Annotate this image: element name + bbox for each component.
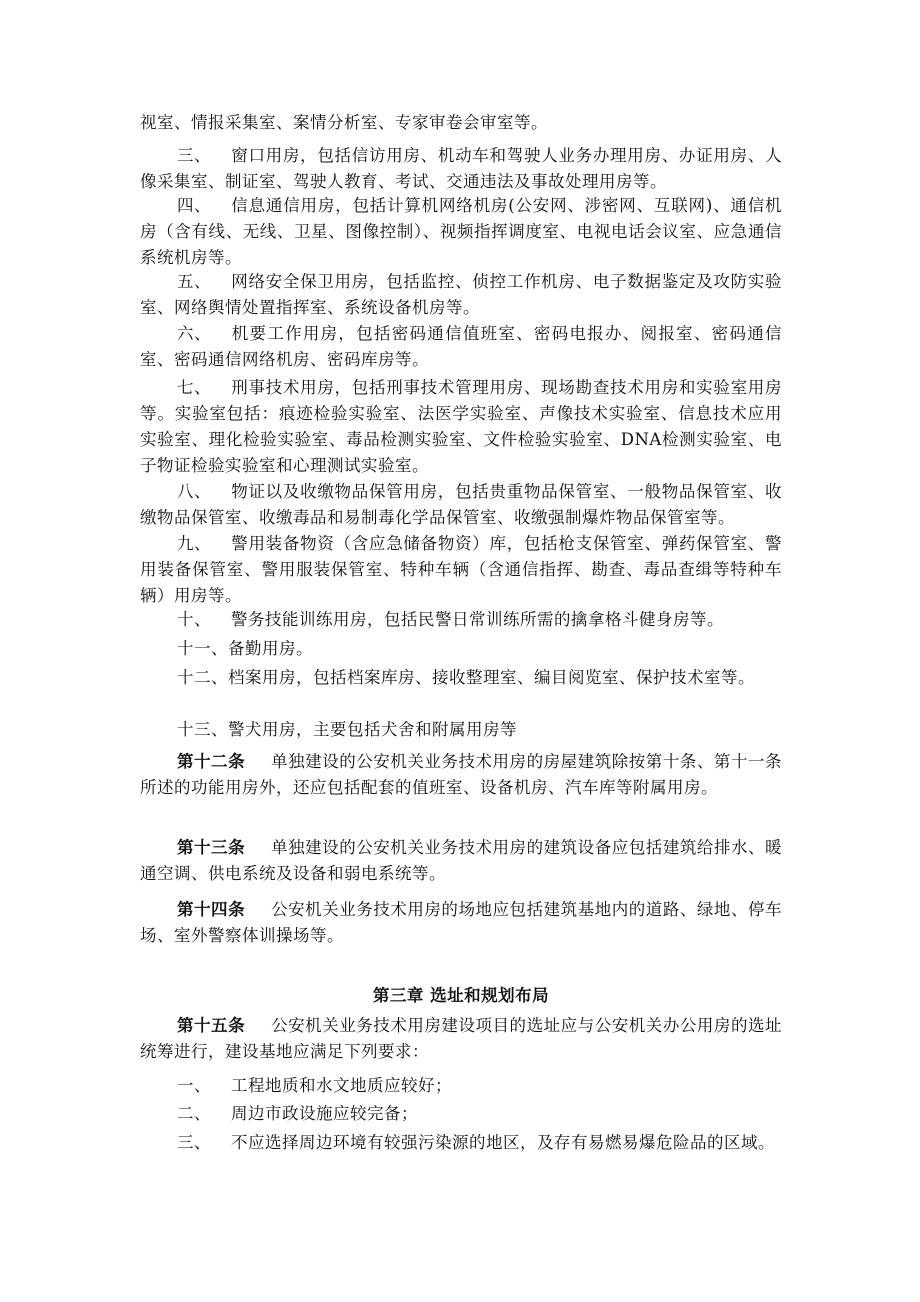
article-12-title: 第十二条	[177, 752, 246, 771]
list-item-6: 六、 机要工作用房，包括密码通信值班室、密码电报办、阅报室、密码通信室、密码通信网络机房、密码库房等。	[140, 324, 782, 369]
list-item-10: 十、 警务技能训练用房，包括民警日常训练所需的擒拿格斗健身房等。	[177, 610, 724, 629]
continued-paragraph: 视室、情报采集室、案情分析室、专家审卷会审室等。	[140, 113, 548, 132]
list-item-13: 十三、警犬用房，主要包括犬舍和附属用房等	[177, 720, 517, 739]
list-item-9: 九、 警用装备物资（含应急储备物资）库，包括枪支保管室、弹药保管室、警用装备保管室、警用服装保管室、特种车辆（含通信指挥、勘查、毒品查缉等特种车辆）用房等。	[140, 534, 782, 605]
article-15-title: 第十五条	[177, 1016, 246, 1035]
list-item-12: 十二、档案用房，包括档案库房、接收整理室、编目阅览室、保护技术室等。	[177, 668, 755, 687]
article-15: 第十五条 公安机关业务技术用房建设项目的选址应与公安机关办公用房的选址统筹进行，建设基地应满足下列要求：	[140, 1016, 783, 1061]
chapter-heading: 第三章 选址和规划布局	[372, 986, 550, 1005]
requirement-1: 一、 工程地质和水文地质应较好；	[177, 1076, 452, 1095]
list-item-4: 四、 信息通信用房，包括计算机网络机房(公安网、涉密网、互联网)、通信机房（含有线、无线、卫星、图像控制）、视频指挥调度室、电视电话会议室、应急通信系统机房等。	[140, 196, 782, 267]
list-item-7: 七、 刑事技术用房，包括刑事技术管理用房、现场勘查技术用房和实验室用房等。实验室包括：痕迹检验实验室、法医学实验室、声像技术实验室、信息技术应用实验室、理化检验实验室、毒品检测实验室、文件检验实验室、DNA检测实验室、电子物证检验实验室和心理测试实验室。	[140, 378, 782, 475]
list-item-11: 十一、备勤用房。	[177, 639, 313, 658]
article-14-title: 第十四条	[177, 900, 246, 919]
list-item-5: 五、 网络安全保卫用房，包括监控、侦控工作机房、电子数据鉴定及攻防实验室、网络舆情处置指挥室、系统设备机房等。	[140, 272, 782, 317]
requirement-3: 三、 不应选择周边环境有较强污染源的地区，及存有易燃易爆危险品的区域。	[177, 1133, 775, 1152]
article-12: 第十二条 单独建设的公安机关业务技术用房的房屋建筑除按第十条、第十一条所述的功能用房外，还应包括配套的值班室、设备机房、汽车库等附属用房。	[140, 752, 783, 797]
article-14: 第十四条 公安机关业务技术用房的场地应包括建筑基地内的道路、绿地、停车场、室外警察体训操场等。	[140, 900, 783, 945]
article-13: 第十三条 单独建设的公安机关业务技术用房的建筑设备应包括建筑给排水、暖通空调、供电系统及设备和弱电系统等。	[140, 838, 783, 883]
list-item-3: 三、 窗口用房，包括信访用房、机动车和驾驶人业务办理用房、办证用房、人像采集室、制证室、驾驶人教育、考试、交通违法及事故处理用房等。	[140, 146, 782, 191]
article-13-title: 第十三条	[177, 838, 246, 857]
list-item-8: 八、 物证以及收缴物品保管用房，包括贵重物品保管室、一般物品保管室、收缴物品保管室、收缴毒品和易制毒化学品保管室、收缴强制爆炸物品保管室等。	[140, 482, 782, 527]
requirement-2: 二、 周边市政设施应较完备；	[177, 1104, 418, 1123]
